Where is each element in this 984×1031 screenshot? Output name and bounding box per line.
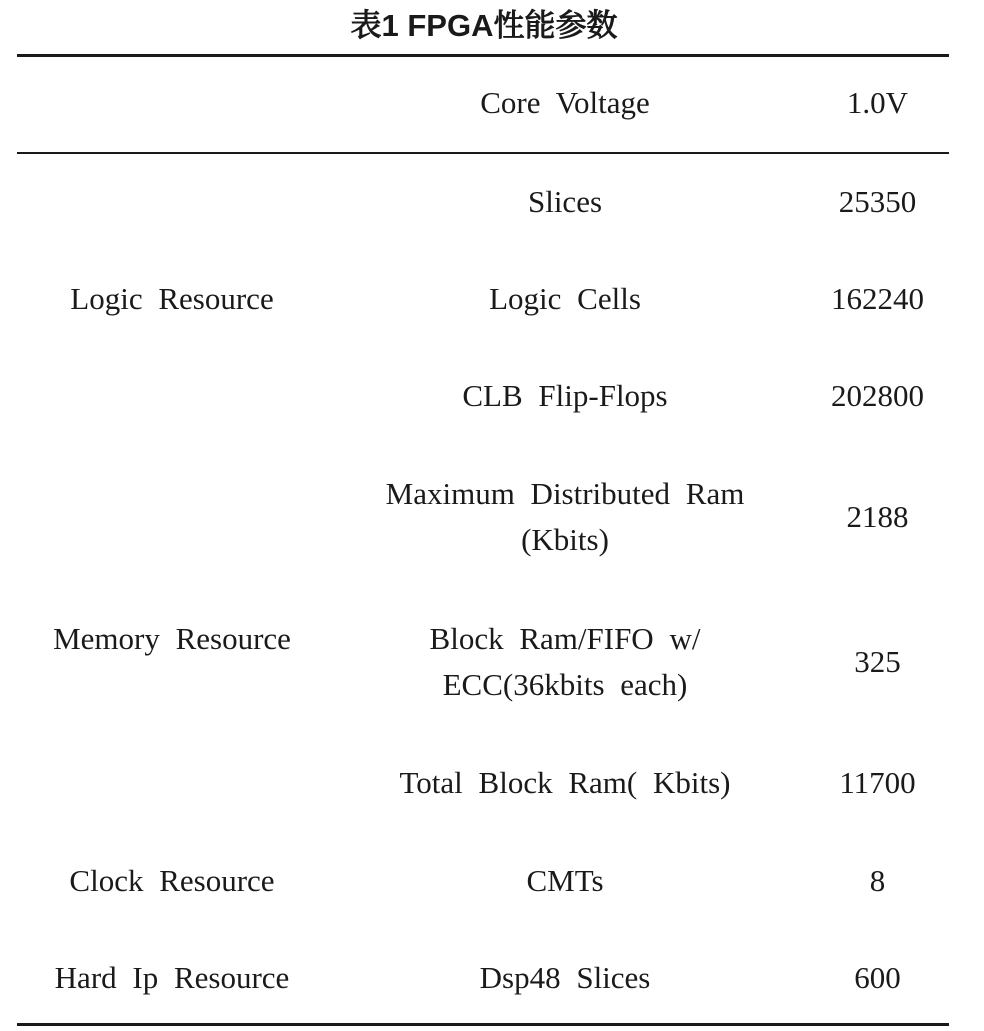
top-rule [17, 54, 949, 57]
value-cell: 11700 [839, 765, 916, 800]
header-parameter-cell: Core Voltage [480, 85, 650, 120]
value-cell: 2188 [846, 499, 909, 534]
value-cell: 8 [869, 863, 886, 898]
group-label-logic: Logic Resource [70, 281, 274, 316]
table-caption: 表1 FPGA性能参数 [350, 8, 618, 43]
parameter-cell-line1: Block Ram/FIFO w/ [429, 621, 701, 656]
group-label-hardip: Hard Ip Resource [54, 960, 290, 995]
value-cell: 25350 [838, 184, 917, 219]
parameter-cell: Slices [527, 184, 603, 219]
parameter-cell-line1: Maximum Distributed Ram [385, 476, 745, 511]
parameter-cell-line2: (Kbits) [521, 522, 609, 557]
group-label-clock: Clock Resource [69, 863, 275, 898]
parameter-cell: Total Block Ram( Kbits) [399, 765, 731, 800]
header-rule [17, 152, 949, 154]
parameter-cell: CLB Flip-Flops [462, 378, 668, 413]
group-label-memory: Memory Resource [53, 621, 291, 656]
parameter-cell: CMTs [526, 863, 604, 898]
value-cell: 162240 [831, 281, 924, 316]
value-cell: 325 [854, 644, 901, 679]
bottom-rule [17, 1023, 949, 1026]
value-cell: 600 [854, 960, 901, 995]
value-cell: 202800 [831, 378, 924, 413]
header-value-cell: 1.0V [846, 85, 909, 120]
parameter-cell-line2: ECC(36kbits each) [442, 667, 688, 702]
parameter-cell: Logic Cells [489, 281, 641, 316]
parameter-cell: Dsp48 Slices [479, 960, 651, 995]
